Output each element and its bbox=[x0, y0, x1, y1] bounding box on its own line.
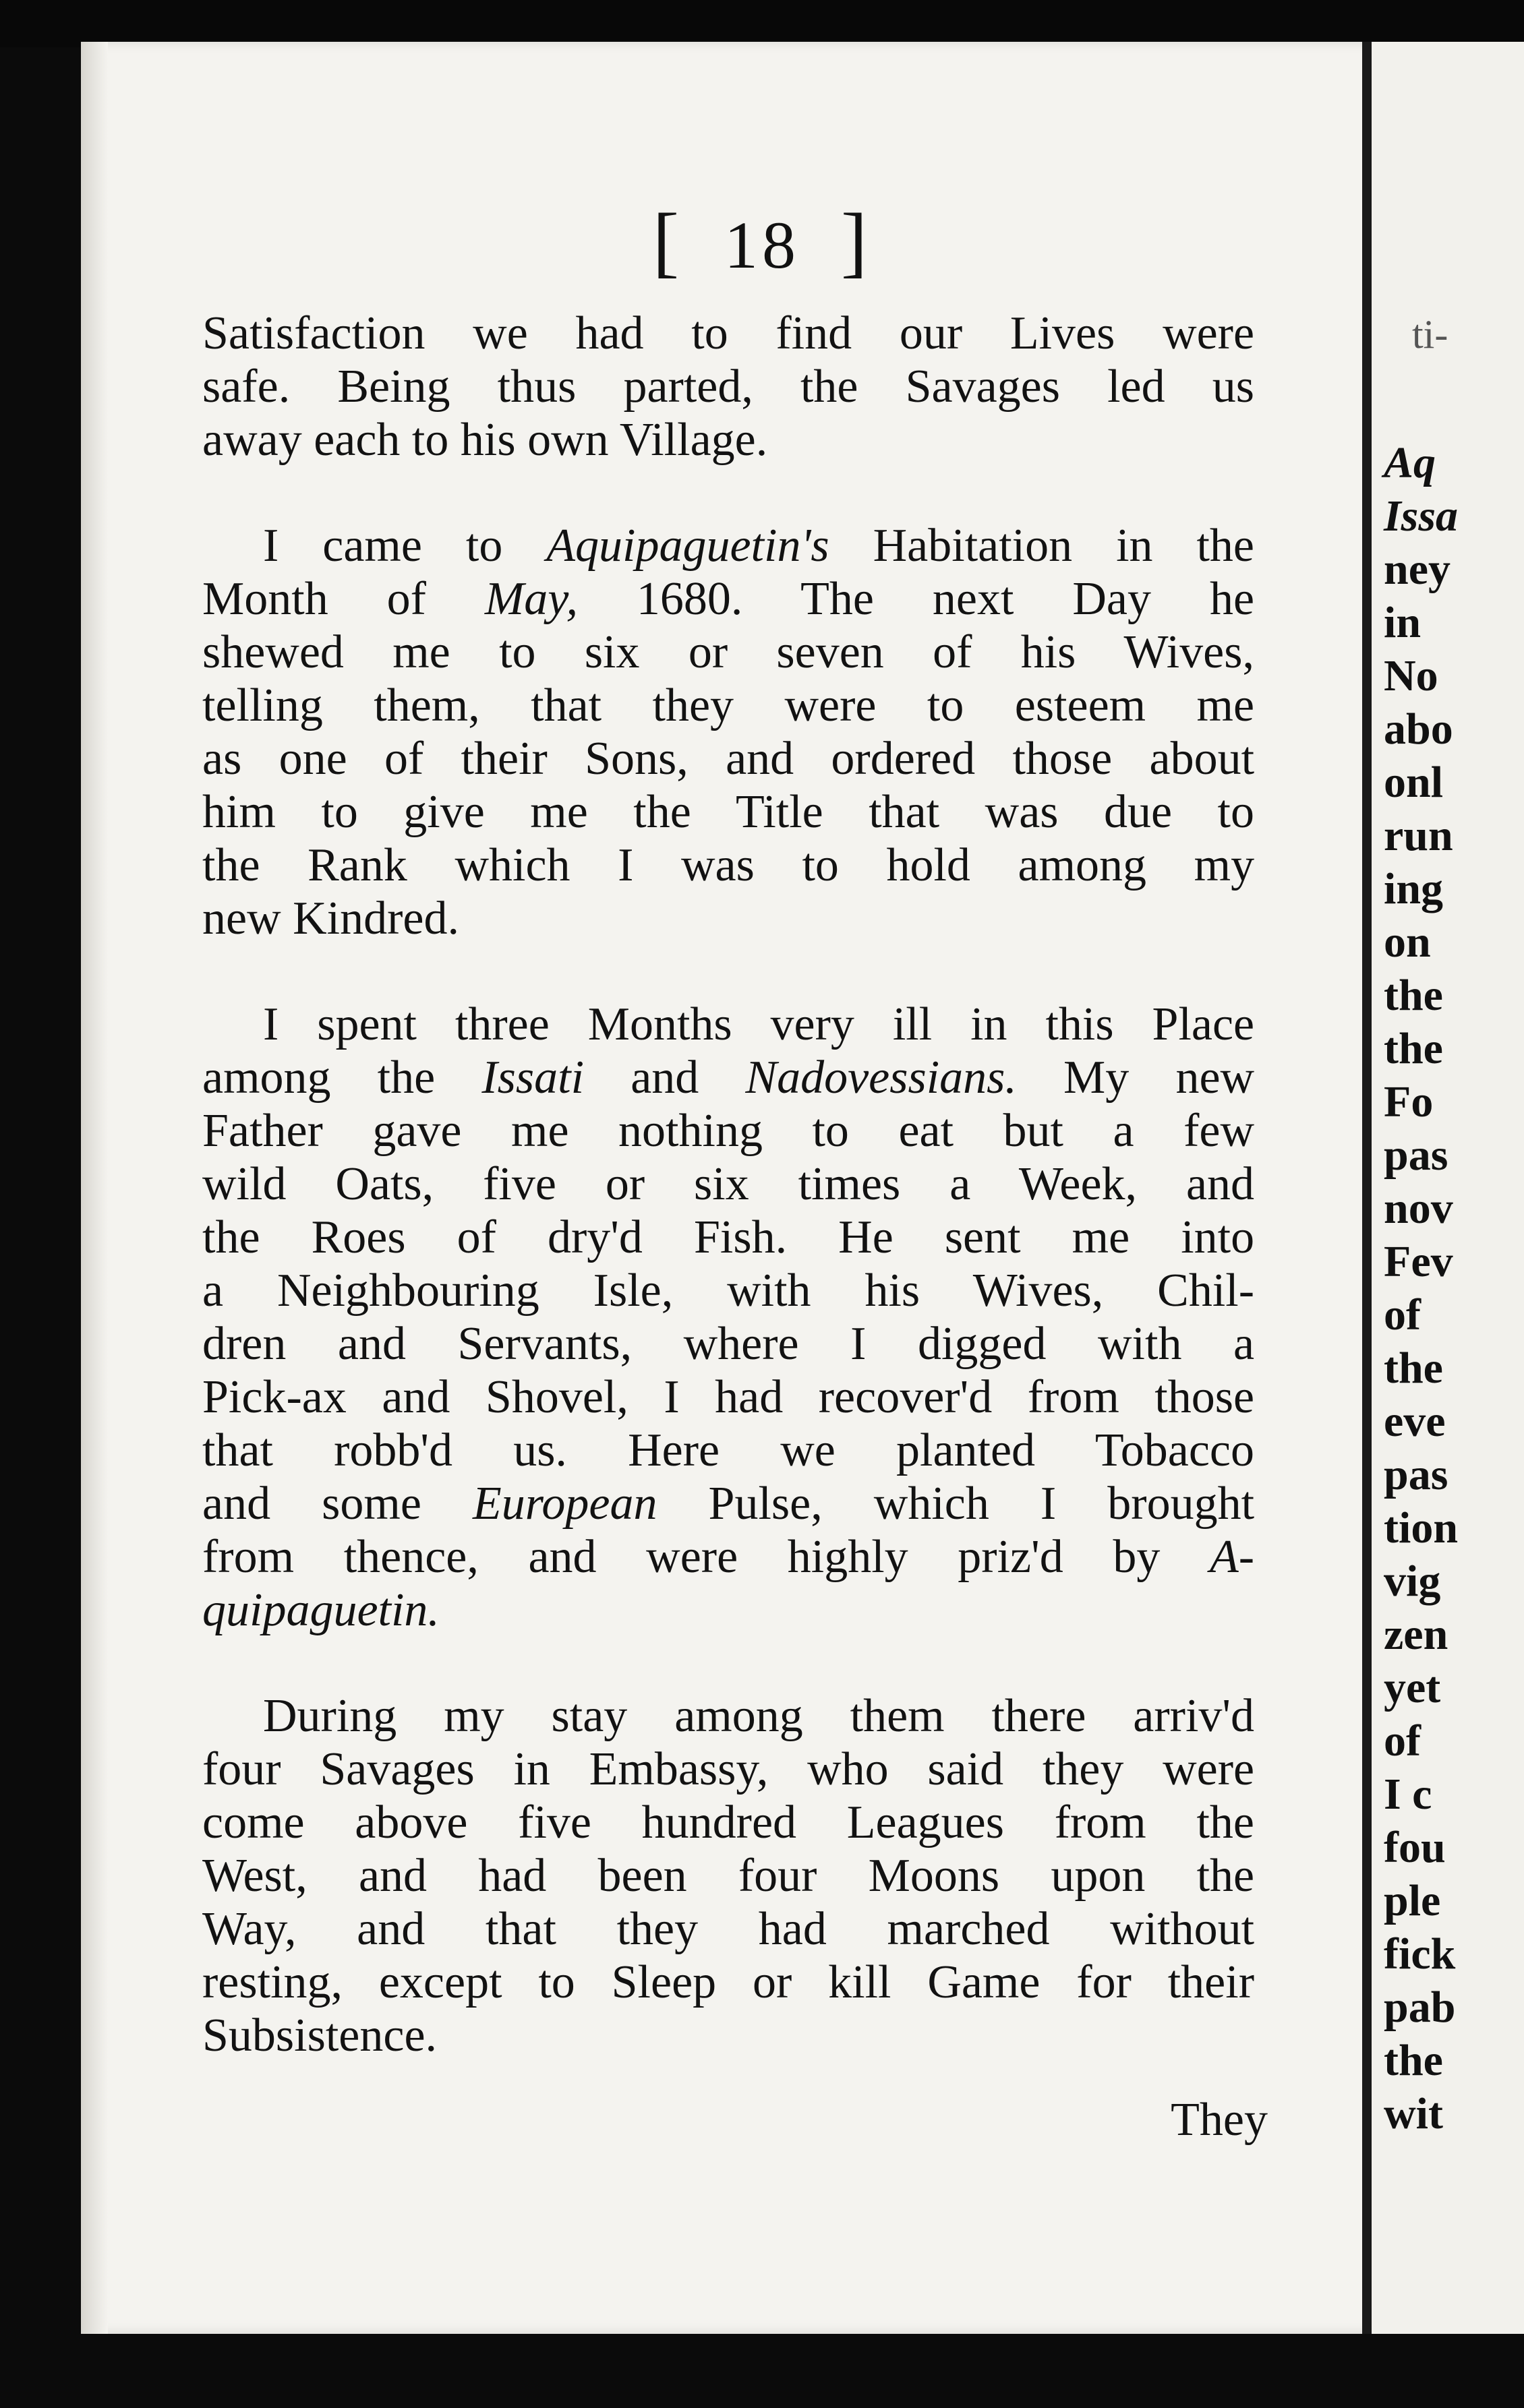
text-line: as one of their Sons, and ordered those about bbox=[202, 733, 1255, 785]
text-line: West, and had been four Moons upon the bbox=[202, 1850, 1255, 1902]
book-gutter bbox=[1362, 42, 1372, 2334]
facing-page-fragment: tion bbox=[1384, 1503, 1459, 1553]
facing-page-fragment: of bbox=[1384, 1716, 1421, 1766]
text-line: safe. Being thus parted, the Savages led us bbox=[202, 361, 1254, 413]
text-line: come above five hundred Leagues from the bbox=[202, 1797, 1254, 1848]
text-line: dren and Servants, where I digged with a bbox=[202, 1318, 1255, 1370]
facing-page-fragment: in bbox=[1384, 598, 1422, 647]
facing-page-fragment: ney bbox=[1384, 545, 1450, 594]
facing-page-fragment: nov bbox=[1384, 1184, 1453, 1233]
text-line: the Rank which I was to hold among my bbox=[202, 839, 1255, 891]
facing-page-fragment: pas bbox=[1384, 1131, 1448, 1180]
catchword: They bbox=[1171, 2094, 1268, 2146]
paragraph bbox=[202, 998, 1254, 1637]
text-line: Pick-ax and Shovel, I had recover'd from those bbox=[202, 1371, 1255, 1423]
facing-page-fragment: wit bbox=[1384, 2089, 1443, 2138]
facing-page-fragment: onl bbox=[1384, 758, 1444, 807]
facing-page-fragment: run bbox=[1384, 811, 1453, 860]
text-line: Month of May, 1680. The next Day he bbox=[202, 573, 1255, 625]
text-line: from thence, and were highly priz'd by A- bbox=[202, 1531, 1255, 1583]
scan-background-top bbox=[0, 0, 1524, 47]
paragraph bbox=[202, 307, 1254, 466]
facing-page-fragment: the bbox=[1384, 971, 1443, 1020]
facing-page-fragment: abo bbox=[1384, 704, 1453, 754]
text-line: Subsistence. bbox=[202, 2010, 438, 2061]
facing-page-fragment: No bbox=[1384, 651, 1438, 700]
page-edge-shadow bbox=[81, 42, 108, 2334]
facing-page-fragment: Fo bbox=[1384, 1077, 1434, 1126]
text-line: quipaguetin. bbox=[202, 1584, 440, 1636]
facing-page-fragment: yet bbox=[1384, 1663, 1441, 1712]
facing-page bbox=[1372, 42, 1524, 2334]
page-number: 18 bbox=[724, 208, 800, 282]
text-line: Way, and that they had marched without bbox=[202, 1903, 1255, 1955]
text-line: and some European Pulse, which I brought bbox=[202, 1478, 1255, 1530]
page-body-text bbox=[202, 307, 1254, 2115]
text-line: that robb'd us. Here we planted Tobacco bbox=[202, 1424, 1255, 1476]
bracket-open: [ bbox=[652, 197, 683, 285]
facing-page-fragment: the bbox=[1384, 1344, 1443, 1393]
page-header bbox=[0, 195, 1524, 287]
text-line: Satisfaction we had to find our Lives were bbox=[202, 307, 1255, 359]
text-line: away each to his own Village. bbox=[202, 414, 768, 466]
facing-page-fragment: the bbox=[1384, 1024, 1443, 1073]
paragraph bbox=[202, 1689, 1254, 2062]
text-line: During my stay among them there arriv'd bbox=[263, 1690, 1255, 1742]
facing-page-fragment: pas bbox=[1384, 1450, 1448, 1499]
facing-page-fragment: on bbox=[1384, 917, 1431, 967]
facing-page-fragment: the bbox=[1384, 2036, 1443, 2085]
text-line: four Savages in Embassy, who said they were bbox=[202, 1743, 1255, 1795]
facing-page-fragment: ple bbox=[1384, 1876, 1441, 1925]
text-line: shewed me to six or seven of his Wives, bbox=[202, 626, 1254, 678]
text-line: I came to Aquipaguetin's Habitation in the bbox=[263, 520, 1254, 572]
facing-page-fragment: fou bbox=[1384, 1823, 1446, 1872]
facing-page-fragment: Fev bbox=[1384, 1237, 1453, 1286]
facing-page-fragment: of bbox=[1384, 1290, 1421, 1340]
facing-page-column bbox=[1384, 436, 1524, 2140]
facing-page-fragment: I c bbox=[1384, 1770, 1432, 1819]
text-line: I spent three Months very ill in this Place bbox=[263, 998, 1255, 1050]
facing-page-fragment: zen bbox=[1384, 1610, 1448, 1659]
text-line: resting, except to Sleep or kill Game for their bbox=[202, 1956, 1255, 2008]
text-line: the Roes of dry'd Fish. He sent me into bbox=[202, 1211, 1255, 1263]
facing-page-fragment: Issa bbox=[1384, 491, 1459, 541]
paragraph bbox=[202, 519, 1254, 945]
facing-page-fragment: Aq bbox=[1384, 438, 1436, 487]
facing-page-fragment: eve bbox=[1384, 1397, 1446, 1446]
text-line: new Kindred. bbox=[202, 893, 460, 944]
text-line: telling them, that they were to esteem me bbox=[202, 680, 1255, 731]
facing-page-fragment: fick bbox=[1384, 1929, 1456, 1979]
facing-page-top-fragment: ti- bbox=[1412, 312, 1448, 357]
facing-page-fragment: vig bbox=[1384, 1557, 1441, 1606]
text-line: among the Issati and Nadovessians. My new bbox=[202, 1052, 1255, 1104]
bracket-close: ] bbox=[841, 197, 872, 285]
text-line: Father gave me nothing to eat but a few bbox=[202, 1105, 1255, 1157]
text-line: a Neighbouring Isle, with his Wives, Chil- bbox=[202, 1265, 1255, 1317]
facing-page-fragment: ing bbox=[1384, 864, 1444, 913]
facing-page-fragment: pab bbox=[1384, 1983, 1456, 2032]
text-line: wild Oats, five or six times a Week, and bbox=[202, 1158, 1255, 1210]
text-line: him to give me the Title that was due to bbox=[202, 786, 1254, 838]
